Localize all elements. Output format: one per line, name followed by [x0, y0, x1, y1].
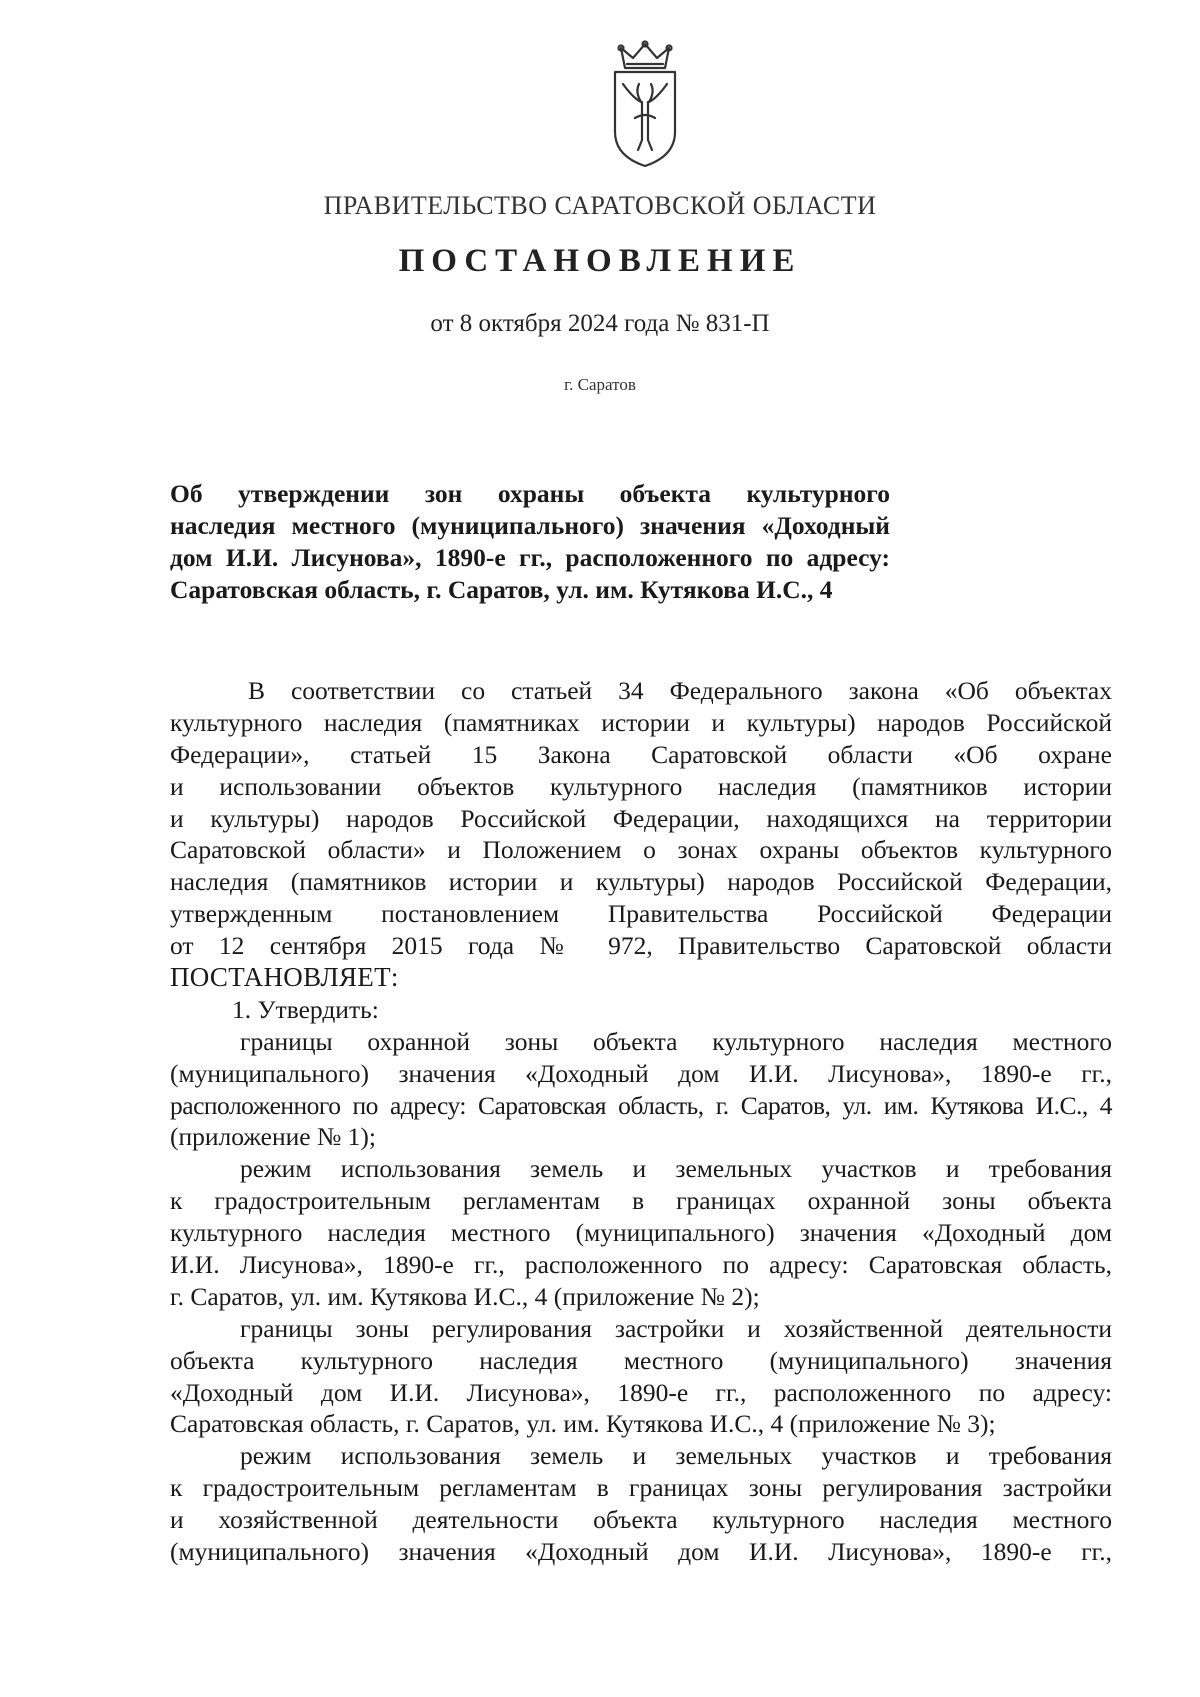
document-body	[170, 675, 1112, 1568]
preamble-line: утвержденным постановлением Правительства Российской Федерации	[170, 899, 1112, 929]
paragraph-line: Саратовская область, г. Саратов, ул. им. Кутякова И.С., 4 (приложение № 3);	[170, 1409, 996, 1439]
document-type: ПОСТАНОВЛЕНИЕ	[398, 243, 802, 279]
preamble-line: и использовании объектов культурного наследия (памятников истории	[170, 771, 1112, 801]
preamble-line: В соответствии со статьей 34 Федерального закона «Об объектах	[248, 676, 1112, 705]
preamble-line: культурного наследия (памятниках истории и культуры) народов Российской	[170, 707, 1112, 737]
paragraph-line: (приложение № 1);	[170, 1122, 376, 1152]
item-heading: 1. Утвердить:	[232, 994, 379, 1024]
paragraph-line: режим использования земель и земельных участков и требования	[240, 1154, 1112, 1184]
document-title	[170, 478, 890, 606]
paragraph-line: «Доходный дом И.И. Лисунова», 1890-е гг., расположенного по адресу:	[170, 1377, 1112, 1407]
preamble-line: и культуры) народов Российской Федерации, находящихся на территории	[170, 803, 1112, 833]
title-line: Об утверждении зон охраны объекта культурного	[170, 479, 890, 508]
preamble-line: Федерации», статьей 15 Закона Саратовской области «Об охране	[170, 739, 1112, 769]
document-city: г. Саратов	[564, 375, 636, 394]
paragraph-line: (муниципального) значения «Доходный дом И.И. Лисунова», 1890-е гг.,	[170, 1537, 1112, 1567]
preamble-line: наследия (памятников истории и культуры) народов Российской Федерации,	[170, 867, 1112, 897]
paragraph-line: культурного наследия местного (муниципального) значения «Доходный дом	[170, 1218, 1112, 1248]
preamble-line: Саратовской области» и Положением о зонах охраны объектов культурного	[170, 835, 1112, 865]
paragraph-line: И.И. Лисунова», 1890-е гг., расположенного по адресу: Саратовская область,	[170, 1250, 1112, 1280]
paragraph-line: границы зоны регулирования застройки и хозяйственной деятельности	[240, 1313, 1112, 1343]
title-line: дом И.И. Лисунова», 1890-е гг., расположенного по адресу:	[170, 543, 890, 572]
paragraph-line: к градостроительным регламентам в границах охранной зоны объекта	[170, 1186, 1112, 1216]
paragraph-line: к градостроительным регламентам в границах зоны регулирования застройки	[170, 1473, 1112, 1503]
paragraph-line: расположенного по адресу: Саратовская область, г. Саратов, ул. им. Кутякова И.С., 4	[170, 1090, 1112, 1120]
organization-name: ПРАВИТЕЛЬСТВО САРАТОВСКОЙ ОБЛАСТИ	[323, 191, 877, 220]
paragraph-line: и хозяйственной деятельности объекта культурного наследия местного	[170, 1505, 1112, 1535]
decree-word: ПОСТАНОВЛЯЕТ:	[170, 962, 399, 993]
preamble-line: от 12 сентября 2015 года № 972, Правительство Саратовской области	[170, 931, 1112, 961]
paragraph-line: границы охранной зоны объекта культурного наследия местного	[240, 1026, 1112, 1056]
document-date-number: от 8 октября 2024 года № 831-П	[430, 310, 770, 337]
title-line: наследия местного (муниципального) значения «Доходный	[170, 511, 890, 540]
title-line: Саратовская область, г. Саратов, ул. им. Кутякова И.С., 4	[170, 575, 833, 604]
paragraph-line: режим использования земель и земельных участков и требования	[240, 1441, 1112, 1471]
paragraph-line: г. Саратов, ул. им. Кутякова И.С., 4 (приложение № 2);	[170, 1281, 760, 1311]
paragraph-line: объекта культурного наследия местного (муниципального) значения	[170, 1345, 1112, 1375]
paragraph-line: (муниципального) значения «Доходный дом И.И. Лисунова», 1890-е гг.,	[170, 1058, 1112, 1088]
saratov-coat-of-arms-icon	[605, 40, 685, 170]
